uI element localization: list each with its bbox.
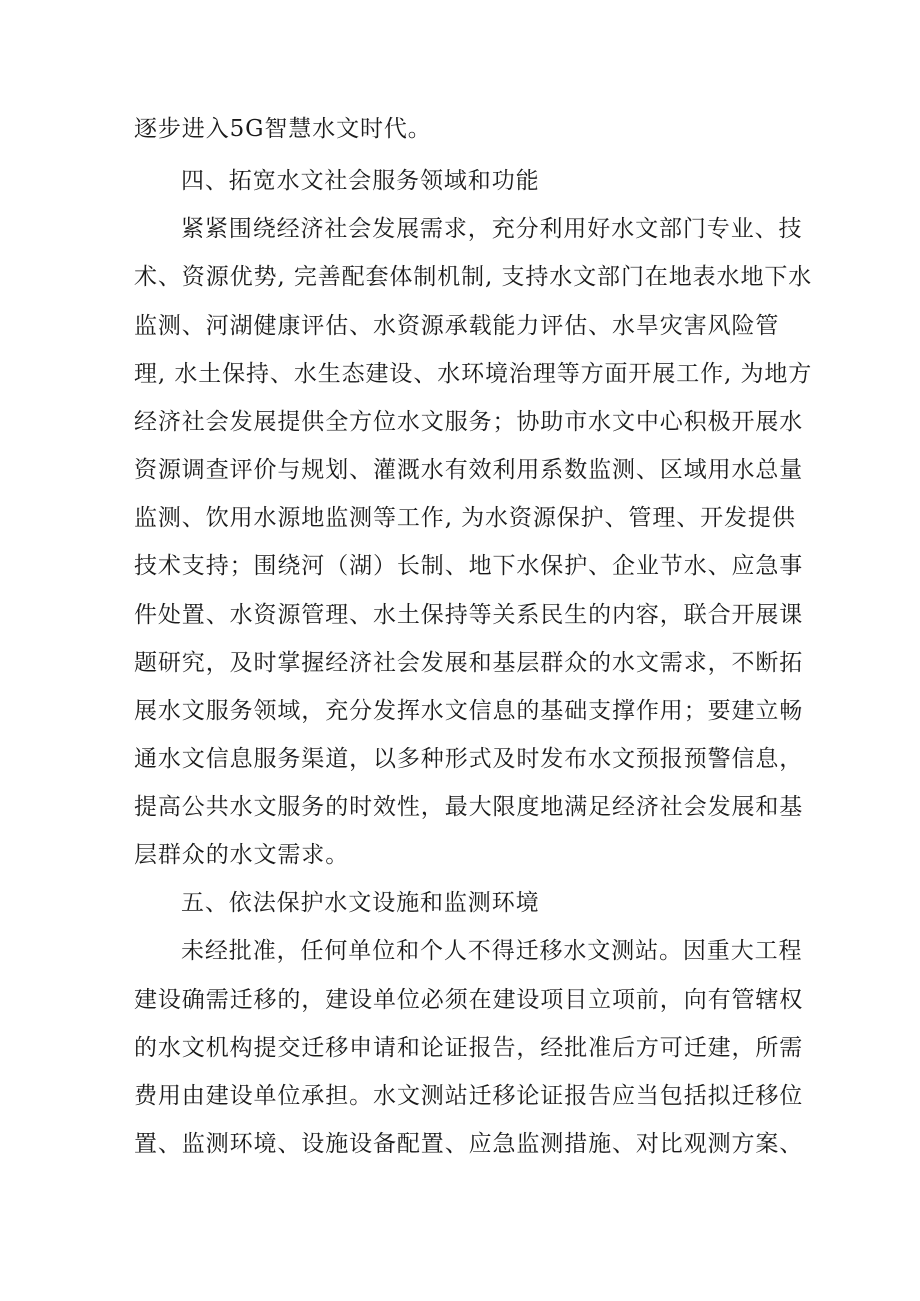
paragraph-line: 技术支持；围绕河（湖）长制、地下水保护、企业节水、应急事 — [134, 553, 804, 579]
paragraph-line: 件处置、水资源管理、水土保持等关系民生的内容，联合开展课 — [134, 602, 804, 628]
paragraph-line: 未经批准，任何单位和个人不得迁移水文测站。因重大工程 — [181, 938, 803, 964]
paragraph-line: 展水文服务领域，充分发挥水文信息的基础支撑作用；要建立畅 — [134, 698, 804, 724]
paragraph-line: 层群众的水文需求。 — [134, 842, 350, 868]
paragraph-line: 建设确需迁移的，建设单位必须在建设项目立项前，向有管辖权 — [134, 987, 804, 1013]
paragraph-line: 的水文机构提交迁移申请和论证报告，经批准后方可迁建，所需 — [134, 1035, 804, 1061]
paragraph-line: 紧紧围绕经济社会发展需求，充分利用好水文部门专业、技 — [181, 216, 803, 242]
paragraph-line: 监测、饮用水源地监测等工作, 为水资源保护、管理、开发提供 — [134, 505, 796, 531]
paragraph-line: 理, 水土保持、水生态建设、水环境治理等方面开展工作, 为地方 — [134, 361, 813, 387]
paragraph-line: 通水文信息服务渠道，以多种形式及时发布水文预报预警信息， — [134, 746, 804, 772]
paragraph-line: 经济社会发展提供全方位水文服务；协助市水文中心积极开展水 — [134, 409, 804, 435]
paragraph-line: 监测、河湖健康评估、水资源承载能力评估、水旱灾害风险管 — [134, 313, 780, 339]
paragraph-line: 费用由建设单位承担。水文测站迁移论证报告应当包括拟迁移位 — [134, 1083, 804, 1109]
paragraph-line: 资源调查评价与规划、灌溉水有效利用系数监测、区域用水总量 — [134, 457, 804, 483]
paragraph-line: 题研究，及时掌握经济社会发展和基层群众的水文需求，不断拓 — [134, 650, 804, 676]
section-heading-5: 五、依法保护水文设施和监测环境 — [181, 890, 540, 916]
paragraph-line: 逐步进入5G智慧水文时代。 — [134, 116, 432, 142]
section-heading-4: 四、拓宽水文社会服务领域和功能 — [181, 168, 540, 194]
paragraph-line: 术、资源优势, 完善配套体制机制, 支持水文部门在地表水地下水 — [134, 264, 813, 290]
paragraph-line: 提高公共水文服务的时效性，最大限度地满足经济社会发展和基 — [134, 794, 804, 820]
paragraph-line: 置、监测环境、设施设备配置、应急监测措施、对比观测方案、 — [134, 1131, 804, 1157]
